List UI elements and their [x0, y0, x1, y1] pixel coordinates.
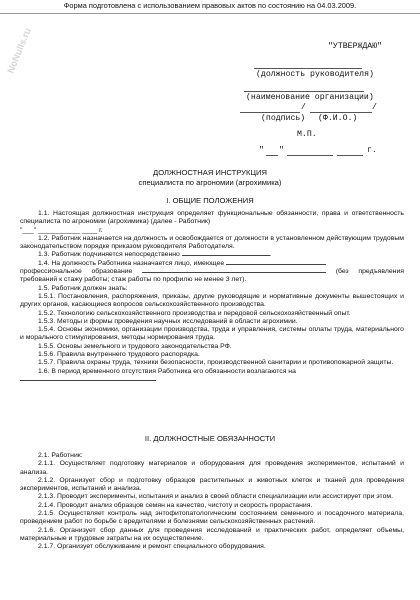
signature-separator: / [301, 103, 306, 112]
organization-line [244, 91, 364, 92]
para-1-1-date: "___" ___________ ____ г. [20, 226, 103, 234]
title-line-2: специалиста по агрономии (агрохимика) [138, 177, 282, 187]
approval-stamp: "УТВЕРЖДАЮ" [328, 42, 383, 51]
para-1-5-3: 1.5.3. Методы и формы проведения научных исследований в области агрохимии. [38, 317, 298, 325]
section-2-heading: II. ДОЛЖНОСТНЫЕ ОБЯЗАННОСТИ [144, 434, 276, 443]
fio-line [310, 112, 372, 113]
para-1-5-7: 1.5.7. Правила охраны труда, техники безопасности, производственной санитарии и противопожарной защиты. [38, 359, 394, 367]
date-month-line [287, 155, 333, 156]
education-line [226, 264, 326, 265]
para-2-1-4: 2.1.4. Проводит анализ образцов семян на качество, чистоту и скорость прорастания. [38, 501, 313, 509]
section-1-body [20, 210, 404, 384]
position-line [254, 68, 362, 69]
section-2-body [20, 452, 404, 552]
para-2-1-7: 2.1.7. Организует обслуживание и ремонт специального оборудования. [38, 543, 266, 551]
header-note: Форма подготовлена с использованием правовых актов по состоянию на 04.03.2009. [0, 0, 420, 14]
para-2-1-5: 2.1.5. Осуществляет контроль над энтофитопатологическим состоянием семенного и посадочного материала, проведением работ по борьбе с вредителями и болезнями сельскохозяйственных растений. [20, 510, 404, 526]
para-1-4: 1.4. На должность Работника назначается лицо, имеющее [20, 260, 404, 268]
title-line-1: ДОЛЖНОСТНАЯ ИНСТРУКЦИЯ [153, 168, 267, 177]
section-1-heading: I. ОБЩИЕ ПОЛОЖЕНИЯ [166, 196, 254, 205]
substitute-line [20, 380, 156, 381]
document-title [0, 168, 420, 187]
organization-label: (наименование организации) [246, 93, 374, 102]
signature-line [240, 112, 300, 113]
watermark-logo [0, 2, 34, 78]
para-1-5-1: 1.5.1. Постановления, распоряжения, приказы, другие руководящие и нормативные документы вышестоящих и других органов, касающиеся вопросов сельскохозяйственного производства. [20, 292, 404, 309]
date-year-suffix: г. [367, 146, 377, 155]
para-2-1: 2.1. Работник: [38, 452, 83, 459]
fio-label: (Ф.И.О.) [318, 114, 358, 123]
para-1-6-line [20, 376, 404, 384]
para-2-1-1: 2.1.1. Осуществляет подготовку материалов и оборудования для проведения экспериментов, испытаний и анализа. [20, 460, 404, 476]
para-1-6: 1.6. В период временного отсутствия Работника его обязанности возлагаются на [38, 367, 296, 375]
supervisor-line [182, 255, 270, 256]
para-1-5-5: 1.5.5. Основы земельного и трудового законодательства РФ. [38, 342, 232, 350]
para-1-5: 1.5. Работник должен знать: [38, 284, 128, 292]
date-day-line [266, 155, 278, 156]
position-label: (должность руководителя) [256, 70, 374, 79]
stamp-place: М.П. [297, 130, 317, 139]
date-quote-close: " [279, 146, 284, 155]
date-quote-open: " [259, 146, 264, 155]
para-2-1-3: 2.1.3. Проводит эксперименты, испытания и анализ в своей области специализации или ассистирует при этом. [38, 493, 394, 501]
watermark-text: NoNulls.ru [5, 26, 34, 76]
para-2-1-2: 2.1.2. Организует сбор и подготовку образцов растительных и животных клеток и тканей для проведения экспериментов, испытаний и анализа. [20, 476, 404, 493]
fio-separator: / [372, 103, 377, 112]
signature-label: (подпись) [261, 114, 306, 123]
para-2-1-6: 2.1.6. Организует сбор данных для проведения исследований и практических работ, определяет объемы, материальные и трудовые затраты на их осуществление. [20, 526, 404, 542]
date-year-line [337, 155, 363, 156]
para-1-3: 1.3. Работник подчиняется непосредственно . [38, 251, 272, 259]
para-1-5-6: 1.5.6. Правила внутреннего трудового распорядка. [38, 351, 200, 359]
para-1-5-4: 1.5.4. Основы экономики, организации производства, труда и управления, системы оплаты труда, материального и морального стимулирования, методы нормирования труда. [20, 326, 404, 342]
para-1-2: 1.2. Работник назначается на должность и освобождается от должности в установленном действующим трудовым законодательством порядке приказом руководителя Работодателя. [20, 234, 404, 251]
education-type-line [142, 272, 326, 273]
para-1-4-cont: профессиональное образование (без предъявления требований к стажу работы; стаж работы по профилю не менее 3 лет). [20, 268, 404, 284]
para-1-5-2: 1.5.2. Технологию сельскохозяйственного производства и передовой сельскохозяйственный опыт. [38, 309, 351, 317]
para-1-1: 1.1. Настоящая должностная инструкция определяет функциональные обязанности, права и ответственность специалиста по агрономии (агрохимика) (далее - Работник) [20, 210, 404, 226]
